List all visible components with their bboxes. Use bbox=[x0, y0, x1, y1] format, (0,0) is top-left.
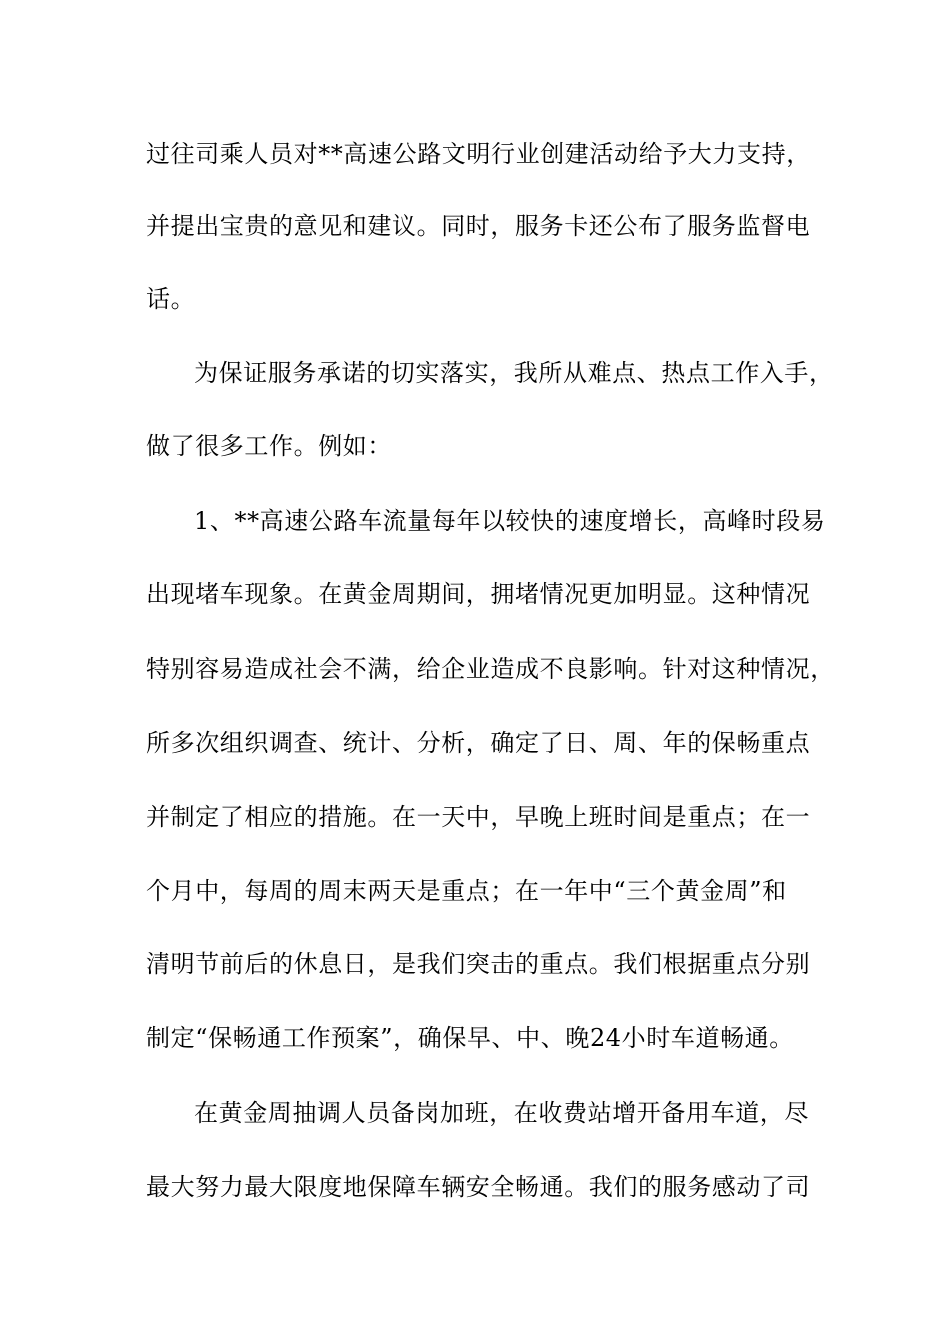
text-line: 制定“保畅通工作预案”，确保早、中、晚24小时车道畅通。 bbox=[146, 1024, 794, 1052]
text-line: 并制定了相应的措施。在一天中，早晚上班时间是重点；在一 bbox=[146, 803, 811, 831]
paragraph-first-line: 1、**高速公路车流量每年以较快的速度增长，高峰时段易 bbox=[194, 507, 826, 535]
text-line: 最大努力最大限度地保障车辆安全畅通。我们的服务感动了司 bbox=[146, 1173, 811, 1201]
text-line: 并提出宝贵的意见和建议。同时，服务卡还公布了服务监督电 bbox=[146, 212, 811, 240]
text-line: 过往司乘人员对**高速公路文明行业创建活动给予大力支持， bbox=[146, 140, 811, 168]
paragraph-first-line: 为保证服务承诺的切实落实，我所从难点、热点工作入手， bbox=[194, 359, 834, 387]
text-line: 话。 bbox=[146, 285, 196, 313]
paragraph-first-line: 在黄金周抽调人员备岗加班，在收费站增开备用车道，尽 bbox=[194, 1099, 809, 1127]
text-line: 做了很多工作。例如： bbox=[146, 432, 392, 460]
text-line: 所多次组织调查、统计、分析，确定了日、周、年的保畅重点 bbox=[146, 729, 811, 757]
text-line: 个月中，每周的周末两天是重点；在一年中“三个黄金周”和 bbox=[146, 877, 787, 905]
text-line: 清明节前后的休息日，是我们突击的重点。我们根据重点分别 bbox=[146, 950, 811, 978]
text-line: 特别容易造成社会不满，给企业造成不良影响。针对这种情况， bbox=[146, 655, 835, 683]
text-line: 出现堵车现象。在黄金周期间，拥堵情况更加明显。这种情况 bbox=[146, 580, 811, 608]
